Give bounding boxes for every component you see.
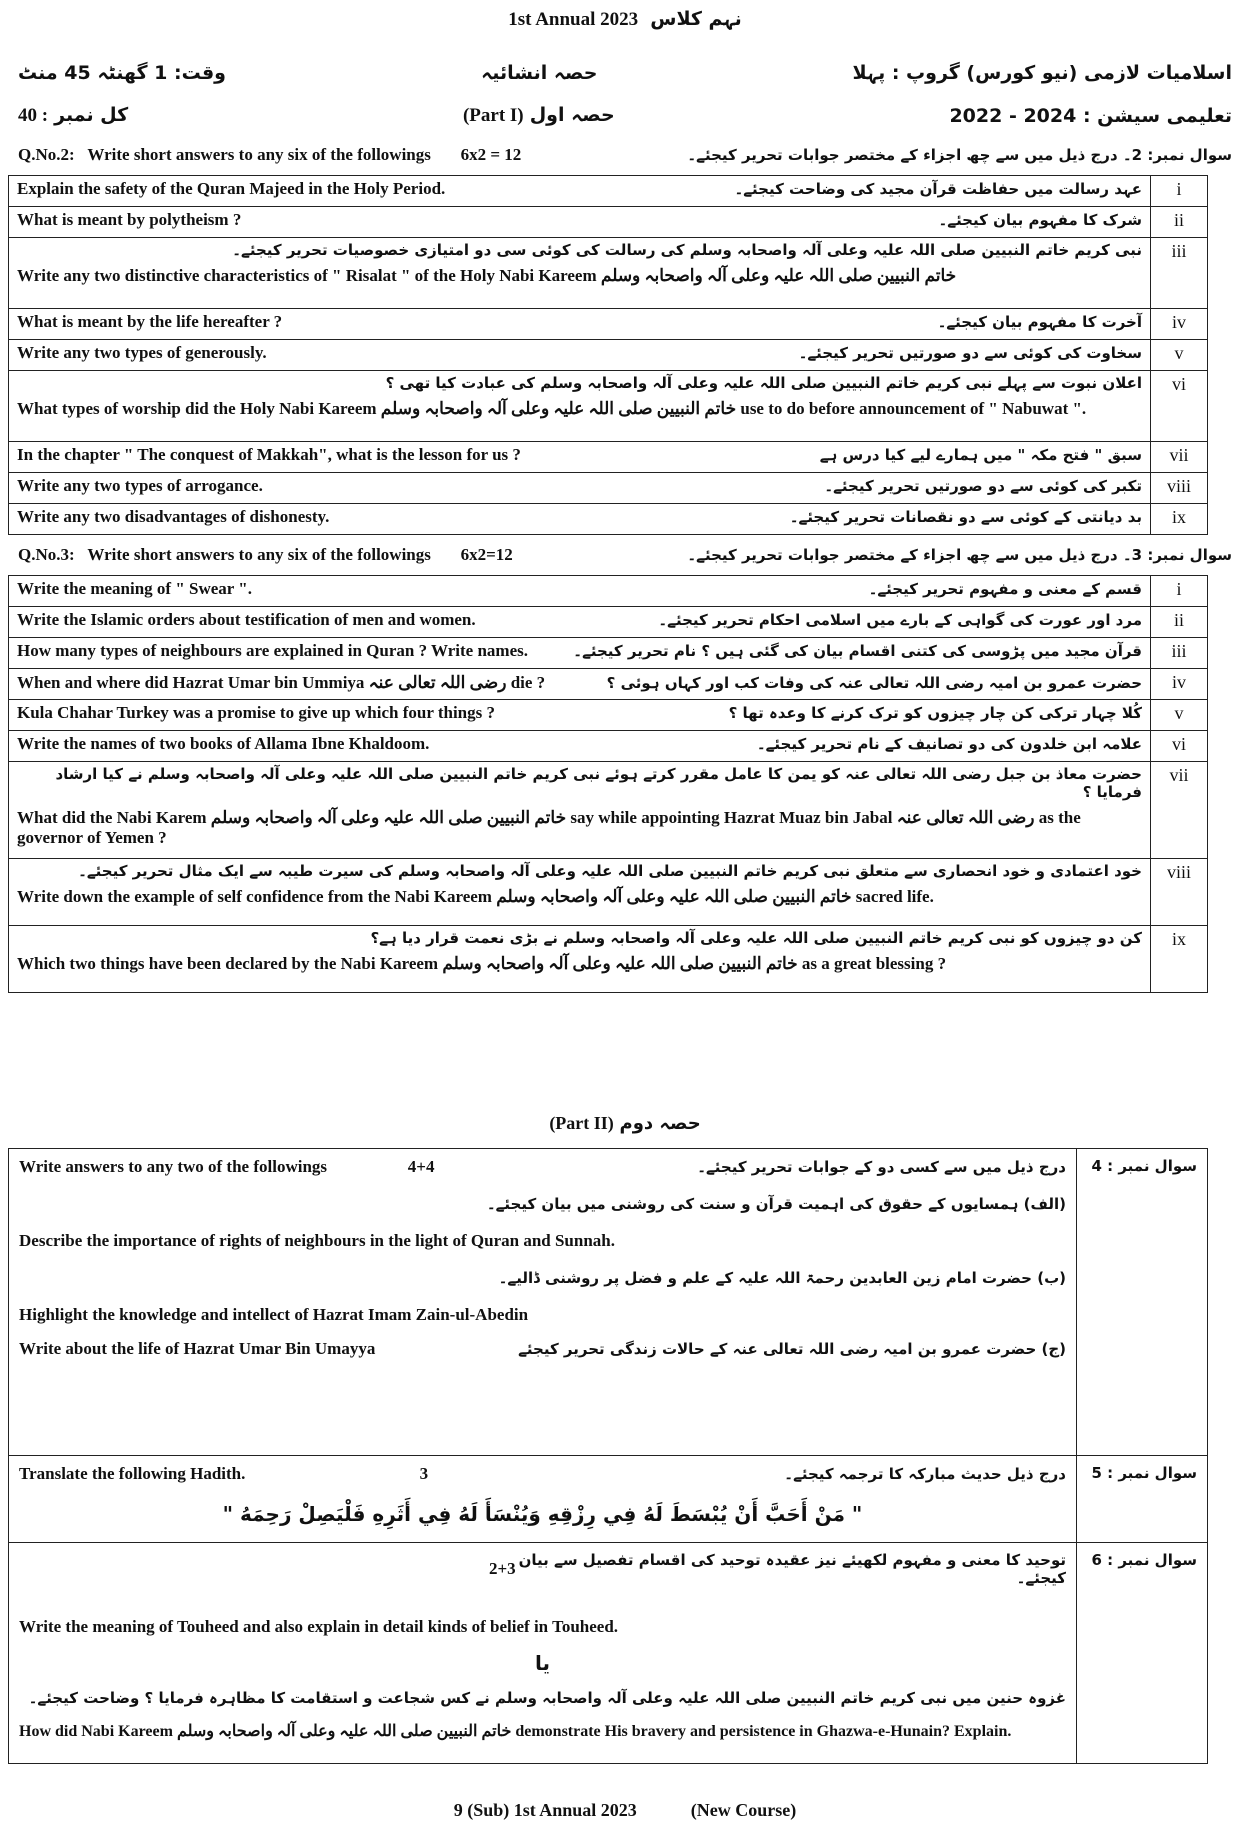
q4-row — [9, 1149, 1208, 1456]
q4-a-urdu: (الف) ہمسایوں کے حقوق کی اہمیت قرآن و سنت کی روشنی میں بیان کیجئے۔ — [486, 1195, 1066, 1213]
question-urdu: کُلا چہار ترکی کن چار چیزوں کو ترک کرنے کا وعدہ تھا ؟ — [728, 704, 1142, 722]
part1-label: (Part I) — [462, 105, 524, 126]
question-urdu: آخرت کا مفہوم بیان کیجئے۔ — [937, 313, 1142, 331]
q3-marks: 6x2=12 — [460, 545, 513, 564]
part2-heading — [0, 1113, 1250, 1134]
question-row — [9, 607, 1208, 638]
question-row — [9, 207, 1208, 238]
q3-table — [8, 575, 1208, 993]
question-english: How many types of neighbours are explained in Quran ? Write names. — [17, 641, 528, 660]
q2-instruction: Write short answers to any six of the followings — [87, 145, 431, 164]
q4-a-english: Describe the importance of rights of neighbours in the light of Quran and Sunnah. — [19, 1231, 615, 1250]
question-row — [9, 638, 1208, 669]
q4-b-urdu: (ب) حضرت امام زین العابدین رحمۃ اللہ علیہ کے علم و فضل پر روشنی ڈالیے۔ — [498, 1269, 1066, 1287]
q4-c-urdu: (ج) حضرت عمرو بن امیہ رضی اللہ تعالی عنہ کے حالات زندگی تحریر کیجئے — [518, 1340, 1066, 1358]
q4-marks: 4+4 — [407, 1157, 435, 1176]
question-number: iii — [1151, 238, 1208, 309]
marks-block — [18, 104, 128, 127]
q2-heading — [18, 145, 1232, 165]
total-marks: 40 : — [18, 105, 49, 126]
section-urdu: حصہ انشائیہ — [481, 62, 598, 84]
question-row — [9, 442, 1208, 473]
q6-or: یا — [534, 1651, 551, 1675]
question-urdu: تکبر کی کوئی سے دو صورتیں تحریر کیجئے۔ — [824, 477, 1142, 495]
question-number: vii — [1151, 442, 1208, 473]
question-urdu: مرد اور عورت کی گواہی کے بارے میں اسلامی احکام تحریر کیجئے۔ — [658, 611, 1142, 629]
part1-heading — [463, 104, 615, 127]
question-number: v — [1151, 340, 1208, 371]
question-number: ii — [1151, 207, 1208, 238]
q6-instruction-urdu: توحید کا معنی و مفہوم لکھیئے نیز عقیدہ توحید کی اقسام تفصیل سے بیان کیجئے۔ — [518, 1551, 1066, 1587]
footer — [0, 1800, 1250, 1821]
q3-instruction: Write short answers to any six of the followings — [87, 545, 431, 564]
question-english: What is meant by polytheism ? — [17, 210, 242, 229]
question-number: v — [1151, 700, 1208, 731]
q4-instruction: Write answers to any two of the followings — [19, 1157, 328, 1176]
exam-title-line — [0, 8, 1250, 31]
question-english: Write down the example of self confidence from the Nabi Kareem خاتم النبیین صلی اللہ علیہ وعلی آلہ واصحابہ وسلم sacred life. — [17, 887, 934, 906]
q4-b-english: Highlight the knowledge and intellect of Hazrat Imam Zain-ul-Abedin — [19, 1305, 529, 1324]
session-urdu: تعلیمی سیشن : 2024 - 2022 — [949, 104, 1232, 127]
question-row — [9, 731, 1208, 762]
q6-alt-urdu: غزوہ حنین میں نبی کریم خاتم النبیین صلی اللہ علیہ وعلی آلہ واصحابہ وسلم نے کس شجاعت و استقامت کا مظاہرہ فرمایا ؟ وضاحت کیجئے۔ — [28, 1689, 1066, 1707]
q5-marks: 3 — [419, 1464, 429, 1483]
q6-alt-english: How did Nabi Kareem خاتم النبیین صلی اللہ علیہ وعلی آلہ واصحابہ وسلم demonstrate His bravery and persistence in Ghazwa-e-Hunain? Explain. — [19, 1723, 1012, 1740]
question-urdu: علامہ ابن خلدون کی دو تصانیف کے نام تحریر کیجئے۔ — [756, 735, 1142, 753]
question-english: What did the Nabi Karem خاتم النبیین صلی اللہ علیہ وعلی آلہ واصحابہ وسلم say while appointing Hazrat Muaz bin Jabal رضی اللہ تعالی عنہ as the governor of Yemen ? — [17, 808, 1081, 847]
q5-instruction: Translate the following Hadith. — [19, 1464, 246, 1483]
question-number: ix — [1151, 504, 1208, 535]
time-urdu: وقت: 1 گھنٹہ 45 منٹ — [18, 62, 226, 84]
question-number: i — [1151, 576, 1208, 607]
question-urdu: کن دو چیزوں کو نبی کریم خاتم النبیین صلی اللہ علیہ وعلی آلہ واصحابہ وسلم نے بڑی نعمت قرار دیا ہے؟ — [370, 929, 1142, 947]
question-row — [9, 238, 1208, 309]
question-number: viii — [1151, 473, 1208, 504]
question-number: viii — [1151, 859, 1208, 926]
question-english: What types of worship did the Holy Nabi Kareem خاتم النبیین صلی اللہ علیہ وعلی آلہ واصحابہ وسلم use to do before announcement of " Nabuwat ". — [17, 399, 1087, 418]
question-english: Write the names of two books of Allama Ibne Khaldoom. — [17, 734, 430, 753]
question-row — [9, 340, 1208, 371]
header-row-1 — [18, 62, 1232, 84]
question-row — [9, 762, 1208, 859]
question-english: Write any two distinctive characteristics of " Risalat " of the Holy Nabi Kareem خاتم النبیین صلی اللہ علیہ وعلی آلہ واصحابہ وسلم — [17, 266, 957, 285]
question-urdu: حضرت عمرو بن امیہ رضی اللہ تعالی عنہ کی وفات کب اور کہاں ہوئی ؟ — [606, 673, 1142, 692]
question-number: iv — [1151, 309, 1208, 340]
q3-label: Q.No.3: — [18, 545, 75, 564]
question-number: iv — [1151, 669, 1208, 700]
q6-row — [9, 1543, 1208, 1764]
question-row — [9, 669, 1208, 700]
q6-label-urdu: سوال نمبر : 6 — [1077, 1543, 1208, 1764]
q4-label-urdu: سوال نمبر : 4 — [1077, 1149, 1208, 1456]
question-english: What is meant by the life hereafter ? — [17, 312, 283, 331]
question-number: vi — [1151, 731, 1208, 762]
q2-label-urdu: سوال نمبر: 2۔ درج ذیل میں سے چھ اجزاء کے مختصر جوابات تحریر کیجئے۔ — [687, 146, 1232, 164]
question-english: Kula Chahar Turkey was a promise to give up which four things ? — [17, 703, 495, 722]
footer-code: 9 (Sub) 1st Annual 2023 — [453, 1800, 637, 1820]
question-english: In the chapter " The conquest of Makkah", what is the lesson for us ? — [17, 445, 521, 464]
question-english: Explain the safety of the Quran Majeed in the Holy Period. — [17, 179, 446, 198]
question-english: Which two things have been declared by the Nabi Kareem خاتم النبیین صلی اللہ علیہ وعلی آلہ واصحابہ وسلم as a great blessing ? — [17, 954, 947, 973]
question-number: ix — [1151, 926, 1208, 993]
part2-table — [8, 1148, 1208, 1764]
hadith-text: " مَنْ أَحَبَّ أَنْ يُبْسَطَ لَهُ فِي رِزْقِهِ وَيُنْسَأَ لَهُ فِي أَثَرِهِ فَلْيَصِلْ رَحِمَهُ " — [222, 1502, 863, 1526]
footer-course: (New Course) — [690, 1800, 797, 1820]
q3-heading — [18, 545, 1232, 565]
question-urdu: عہد رسالت میں حفاظت قرآن مجید کی وضاحت کیجئے۔ — [734, 180, 1142, 198]
question-english: Write any two types of generously. — [17, 343, 267, 362]
q5-label-urdu: سوال نمبر : 5 — [1077, 1456, 1208, 1543]
header-row-2 — [18, 104, 1232, 127]
question-urdu: سخاوت کی کوئی سے دو صورتیں تحریر کیجئے۔ — [798, 344, 1142, 362]
q5-row — [9, 1456, 1208, 1543]
question-urdu: حضرت معاذ بن جبل رضی اللہ تعالی عنہ کو یمن کا عامل مقرر کرتے ہوئے نبی کریم خاتم النبیین صلی اللہ علیہ وعلی آلہ واصحابہ وسلم نے کیا ارشاد فرمایا ؟ — [55, 765, 1142, 801]
question-number: ii — [1151, 607, 1208, 638]
question-urdu: بد دیانتی کے کوئی سے دو نقصانات تحریر کیجئے۔ — [789, 508, 1142, 526]
q6-english: Write the meaning of Touheed and also explain in detail kinds of belief in Touheed. — [19, 1617, 619, 1636]
question-number: vii — [1151, 762, 1208, 859]
subject-urdu: اسلامیات لازمی (نیو کورس) گروپ : پہلا — [852, 62, 1232, 84]
exam-title: 1st Annual 2023 — [508, 9, 639, 30]
q2-label: Q.No.2: — [18, 145, 75, 164]
question-row — [9, 926, 1208, 993]
marks-urdu: کل نمبر — [54, 104, 129, 126]
question-english: When and where did Hazrat Umar bin Ummiya رضی اللہ تعالی عنہ die ? — [17, 673, 546, 692]
question-urdu: قسم کے معنی و مفہوم تحریر کیجئے۔ — [868, 580, 1142, 598]
part1-urdu: حصہ اول — [529, 104, 615, 126]
question-row — [9, 473, 1208, 504]
part2-title-urdu: حصہ دوم — [619, 1113, 701, 1134]
class-urdu: نہم کلاس — [650, 8, 742, 30]
question-urdu: شرک کا مفہوم بیان کیجئے۔ — [938, 211, 1142, 229]
question-row — [9, 859, 1208, 926]
question-number: i — [1151, 176, 1208, 207]
question-urdu: سبق " فتح مکہ " میں ہمارے لیے کیا درس ہے — [819, 446, 1142, 464]
q4-c-english: Write about the life of Hazrat Umar Bin Umayya — [19, 1339, 376, 1358]
question-row — [9, 371, 1208, 442]
q2-marks: 6x2 = 12 — [460, 145, 522, 164]
question-english: Write the Islamic orders about testification of men and women. — [17, 610, 476, 629]
question-english: Write any two types of arrogance. — [17, 476, 263, 495]
q3-label-urdu: سوال نمبر: 3۔ درج ذیل میں سے چھ اجزاء کے مختصر جوابات تحریر کیجئے۔ — [687, 546, 1232, 564]
question-urdu: اعلان نبوت سے پہلے نبی کریم خاتم النبیین صلی اللہ علیہ وعلی آلہ واصحابہ وسلم کی عبادت کیا تھی ؟ — [385, 374, 1142, 392]
question-row — [9, 176, 1208, 207]
question-row — [9, 576, 1208, 607]
q2-table — [8, 175, 1208, 535]
question-english: Write any two disadvantages of dishonesty. — [17, 507, 330, 526]
q6-marks: 2+3 — [489, 1559, 516, 1578]
question-urdu: قرآن مجید میں پڑوسی کی کتنی اقسام بیان کی گئی ہیں ؟ نام تحریر کیجئے۔ — [573, 642, 1142, 660]
question-urdu: نبی کریم خاتم النبیین صلی اللہ علیہ وعلی آلہ واصحابہ وسلم کی رسالت کی کوئی سی دو امتیازی خصوصیات تحریر کیجئے۔ — [232, 241, 1142, 259]
q4-instruction-urdu: درج ذیل میں سے کسی دو کے جوابات تحریر کیجئے۔ — [697, 1158, 1066, 1176]
q5-instruction-urdu: درج ذیل حدیث مبارکہ کا ترجمہ کیجئے۔ — [784, 1465, 1066, 1483]
question-row — [9, 309, 1208, 340]
question-urdu: خود اعتمادی و خود انحصاری سے متعلق نبی کریم خاتم النبیین صلی اللہ علیہ وعلی آلہ واصحابہ وسلم کی سیرت طیبہ سے ایک مثال تحریر کیجئے۔ — [78, 862, 1142, 880]
question-english: Write the meaning of " Swear ". — [17, 579, 252, 598]
question-row — [9, 700, 1208, 731]
question-number: vi — [1151, 371, 1208, 442]
part2-title: (Part II) — [549, 1113, 614, 1133]
question-number: iii — [1151, 638, 1208, 669]
question-row — [9, 504, 1208, 535]
